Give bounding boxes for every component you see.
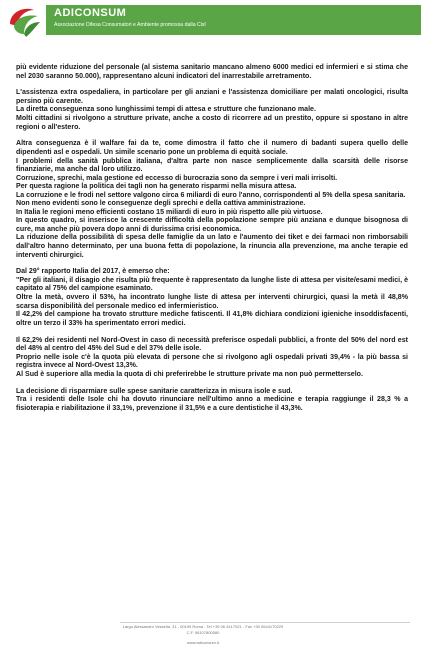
text-line: Oltre la metà, ovvero il 53%, ha incontrato lunghe liste di attesa per interventi chirurgici, quasi la metà il 48,8% scarsa disponibilità del personale medico ed infermieristico. <box>16 294 408 310</box>
org-subtitle: Associazione Difesa Consumatori e Ambiente promossa dalla Cisl <box>54 22 206 28</box>
paragraph <box>16 268 408 328</box>
text-line: Proprio nelle isole c'è la quota più elevata di persone che si rivolgono agli ospedali privati 39,4% - la più bassa si registra invece al Nord-Ovest 13,3%. <box>16 353 408 370</box>
text-line: Al Sud è superiore alla media la quota di chi preferirebbe le strutture private ma non può permetterselo. <box>16 370 363 378</box>
paragraph <box>16 64 408 81</box>
text-line: Altra conseguenza è il walfare fai da te, come dimostra il fatto che il numero di badanti supera quello delle dipendenti asl e ospedali. Un simile scenario pone un problema di equità sociale. <box>16 140 408 156</box>
text-line: Corruzione, sprechi, mala gestione ed eccesso di burocrazia sono da sempre i veri mali irrisolti. <box>16 174 338 182</box>
text-line: Dal 29° rapporto Italia del 2017, è emerso che: <box>16 268 170 276</box>
org-name: ADICONSUM <box>54 7 127 19</box>
adiconsum-logo-icon <box>4 4 44 40</box>
paragraph <box>16 89 408 132</box>
paragraph <box>16 337 408 380</box>
text-line: Non meno evidenti sono le conseguenze degli sprechi e della cattiva amministrazione. <box>16 200 306 208</box>
paragraph <box>16 140 408 260</box>
text-line: In Italia le regioni meno efficienti costano 15 miliardi di euro in più rispetto alle più virtuose. <box>16 208 323 216</box>
text-line: La diretta conseguenza sono lunghissimi tempi di attesa e strutture che funzionano male. <box>16 106 316 114</box>
text-line: In questo quadro, si inserisce la crescente difficoltà della popolazione sempre più anziana e dunque bisognosa di cure, ma anche più povera dopo anni di durissima crisi economica. <box>16 217 408 233</box>
footer <box>118 624 288 646</box>
text-line: Per questa ragione la politica dei tagli non ha generato risparmi nella misura attesa. <box>16 183 297 191</box>
footer-address: Largo Alessandro Vessella, 31 - 00199 Roma - Tel +39 06 4417021 - Fax +39 0644170229 <box>122 624 284 629</box>
letterhead <box>0 0 421 44</box>
document-body <box>16 64 408 421</box>
text-line: L'assistenza extra ospedaliera, in particolare per gli anziani e l'assistenza domiciliare per malati oncologici, risulta persino più carente. <box>16 89 408 105</box>
text-line: La corruzione e le frodi nel settore valgono circa 6 miliardi di euro l'anno, corrispondenti al 5% della spesa sanitaria. <box>16 191 406 199</box>
text-line: La riduzione della possibilità di spesa delle famiglie da un lato e l'aumento dei tiket e dei farmaci non rimborsabili dall'altro hanno determinato, per una buona fetta di popolazione, la rinuncia alla prevenzione, ma anche terapie ed interventi chirurgici. <box>16 234 408 259</box>
text-line: Il 42,2% del campione ha trovato strutture mediche fatiscenti. Il 41,8% dichiara condizioni igieniche insoddisfacenti, oltre un terzo il 33% ha sperimentato errori medici. <box>16 311 408 327</box>
text-line: I problemi della sanità pubblica italiana, d'altra parte non nasce semplicemente dalla scarsità delle risorse finanziarie, ma anche dal loro utilizzo. <box>16 157 408 174</box>
text-line: Il 62,2% dei residenti nel Nord-Ovest in caso di necessità preferisce ospedali pubblici, a fronte del 50% del nord est del 48% al centro del 45% del Sud e del 37% delle isole. <box>16 336 408 353</box>
footer-divider <box>120 622 410 623</box>
brand-banner <box>46 5 421 35</box>
text-line: Molti cittadini si rivolgono a strutture private, anche a costo di ricorrere ad un prestito, oppure si spostano in altre regioni o all'estero. <box>16 115 408 131</box>
text-line: La decisione di risparmiare sulle spese sanitarie caratterizza in misura isole e sud. <box>16 387 293 395</box>
text-line: più evidente riduzione del personale (al sistema sanitario mancano almeno 6000 medici ed infermieri e si stima che nel 2030 saranno 50.000), rappresentano alcuni indicatori del inarrestabile arretramento. <box>16 64 408 80</box>
footer-website[interactable]: www.adiconsum.it <box>186 640 219 645</box>
paragraph <box>16 388 408 414</box>
text-line: "Per gli italiani, il disagio che risulta più frequente è rappresentato da lunghe liste di attesa per visite/esami medici, è capitato al 75% del campione esaminato. <box>16 276 408 293</box>
text-line: Tra i residenti delle Isole chi ha dovuto rinunciare nell'ultimo anno a medicine e terapia raggiunge il 28,3 % a fisioterapia e riabilitazione il 33,1%, prevenzione il 31,5% e a cure dentistiche il 43,3%. <box>16 396 408 412</box>
footer-fiscal-code: C.F. 96107800580 <box>186 630 220 635</box>
